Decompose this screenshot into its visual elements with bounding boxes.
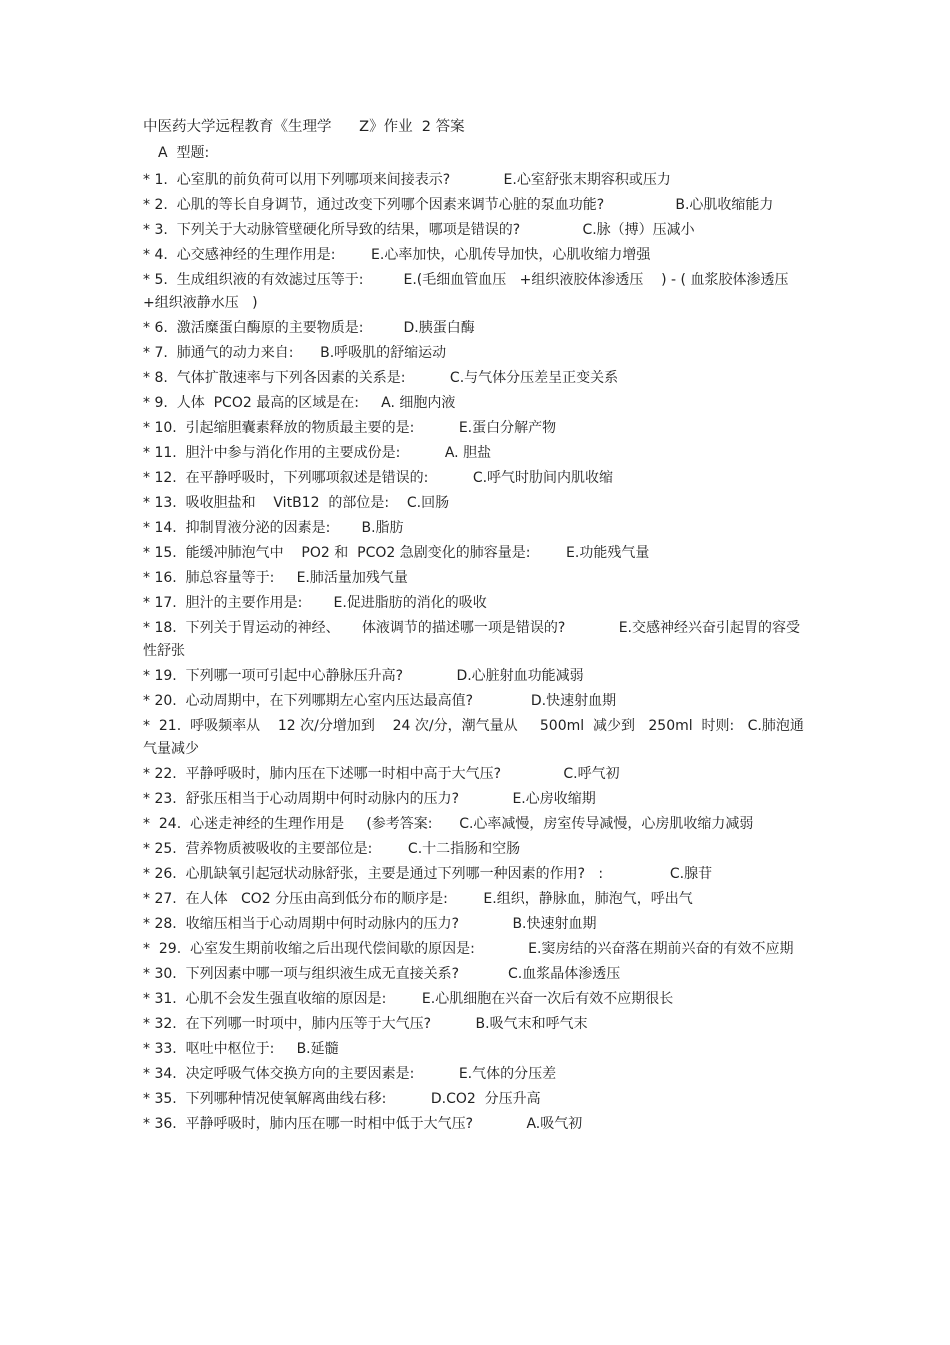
question-item: * 27. 在人体 CO2 分压由高到低分布的顺序是: E.组织，静脉血，肺泡气，呼出气 <box>143 891 693 907</box>
question-item: * 20. 心动周期中，在下列哪期左心室内压达最高值? D.快速射血期 <box>143 693 617 709</box>
question-item: * 13. 吸收胆盐和 VitB12 的部位是: C.回肠 <box>143 495 450 511</box>
question-item: * 12. 在平静呼吸时，下列哪项叙述是错误的: C.呼气时肋间内肌收缩 <box>143 470 614 486</box>
question-item: * 34. 决定呼吸气体交换方向的主要因素是: E.气体的分压差 <box>143 1066 557 1082</box>
question-item: * 7. 肺通气的动力来自: B.呼吸肌的舒缩运动 <box>143 345 447 361</box>
question-item: * 24. 心迷走神经的生理作用是 (参考答案: C.心率减慢，房室传导减慢，心房肌收缩力减弱 <box>143 816 754 832</box>
question-item: * 36. 平静呼吸时，肺内压在哪一时相中低于大气压? A.吸气初 <box>143 1116 583 1132</box>
question-item: * 14. 抑制胃液分泌的因素是: B.脂肪 <box>143 520 404 536</box>
question-item: * 5. 生成组织液的有效滤过压等于: E.(毛细血管血压 +组织液胶体渗透压 ) - ( 血浆胶体渗透压+组织液静水压 ) <box>143 272 789 311</box>
question-item: * 29. 心室发生期前收缩之后出现代偿间歇的原因是: E.窦房结的兴奋落在期前兴奋的有效不应期 <box>143 941 794 957</box>
question-item: * 11. 胆汁中参与消化作用的主要成份是: A. 胆盐 <box>143 445 492 461</box>
question-item: * 16. 肺总容量等于: E.肺活量加残气量 <box>143 570 408 586</box>
question-item: * 4. 心交感神经的生理作用是: E.心率加快，心肌传导加快，心肌收缩力增强 <box>143 247 651 263</box>
document-page <box>143 117 808 1138</box>
question-item: * 21. 呼吸频率从 12 次/分增加到 24 次/分，潮气量从 500ml 减少到 250ml 时则: C.肺泡通气量减少 <box>143 718 804 757</box>
question-item: * 25. 营养物质被吸收的主要部位是: C.十二指肠和空肠 <box>143 841 521 857</box>
question-item: * 23. 舒张压相当于心动周期中何时动脉内的压力? E.心房收缩期 <box>143 791 596 807</box>
question-item: * 1. 心室肌的前负荷可以用下列哪项来间接表示? E.心室舒张末期容积或压力 <box>143 172 671 188</box>
question-item: * 30. 下列因素中哪一项与组织液生成无直接关系? C.血浆晶体渗透压 <box>143 966 621 982</box>
question-item: * 35. 下列哪种情况使氧解离曲线右移: D.CO2 分压升高 <box>143 1091 541 1107</box>
section-heading: A 型题: <box>158 145 210 161</box>
question-item: * 8. 气体扩散速率与下列各因素的关系是: C.与气体分压差呈正变关系 <box>143 370 619 386</box>
question-item: * 18. 下列关于胃运动的神经、 体液调节的描述哪一项是错误的? E.交感神经兴奋引起胃的容受性舒张 <box>143 620 800 659</box>
question-item: * 6. 激活糜蛋白酶原的主要物质是: D.胰蛋白酶 <box>143 320 475 336</box>
question-item: * 2. 心肌的等长自身调节，通过改变下列哪个因素来调节心脏的泵血功能? B.心肌收缩能力 <box>143 197 774 213</box>
question-item: * 22. 平静呼吸时，肺内压在下述哪一时相中高于大气压? C.呼气初 <box>143 766 620 782</box>
question-item: * 10. 引起缩胆囊素释放的物质最主要的是: E.蛋白分解产物 <box>143 420 557 436</box>
question-item: * 33. 呕吐中枢位于: B.延髓 <box>143 1041 339 1057</box>
question-item: * 15. 能缓冲肺泡气中 PO2 和 PCO2 急剧变化的肺容量是: E.功能残气量 <box>143 545 650 561</box>
question-item: * 9. 人体 PCO2 最高的区域是在: A. 细胞内液 <box>143 395 456 411</box>
question-item: * 19. 下列哪一项可引起中心静脉压升高? D.心脏射血功能减弱 <box>143 668 584 684</box>
question-item: * 26. 心肌缺氧引起冠状动脉舒张，主要是通过下列哪一种因素的作用? : C.腺苷 <box>143 866 713 882</box>
question-item: * 17. 胆汁的主要作用是: E.促进脂肪的消化的吸收 <box>143 595 487 611</box>
question-item: * 3. 下列关于大动脉管壁硬化所导致的结果，哪项是错误的? C.脉（搏）压减小 <box>143 222 695 238</box>
question-item: * 31. 心肌不会发生强直收缩的原因是: E.心肌细胞在兴奋一次后有效不应期很长 <box>143 991 674 1007</box>
question-item: * 28. 收缩压相当于心动周期中何时动脉内的压力? B.快速射血期 <box>143 916 597 932</box>
question-item: * 32. 在下列哪一时项中，肺内压等于大气压? B.吸气末和呼气末 <box>143 1016 588 1032</box>
question-list <box>143 169 808 1136</box>
document-title: 中医药大学远程教育《生理学 Z》作业 2 答案 <box>143 119 465 135</box>
